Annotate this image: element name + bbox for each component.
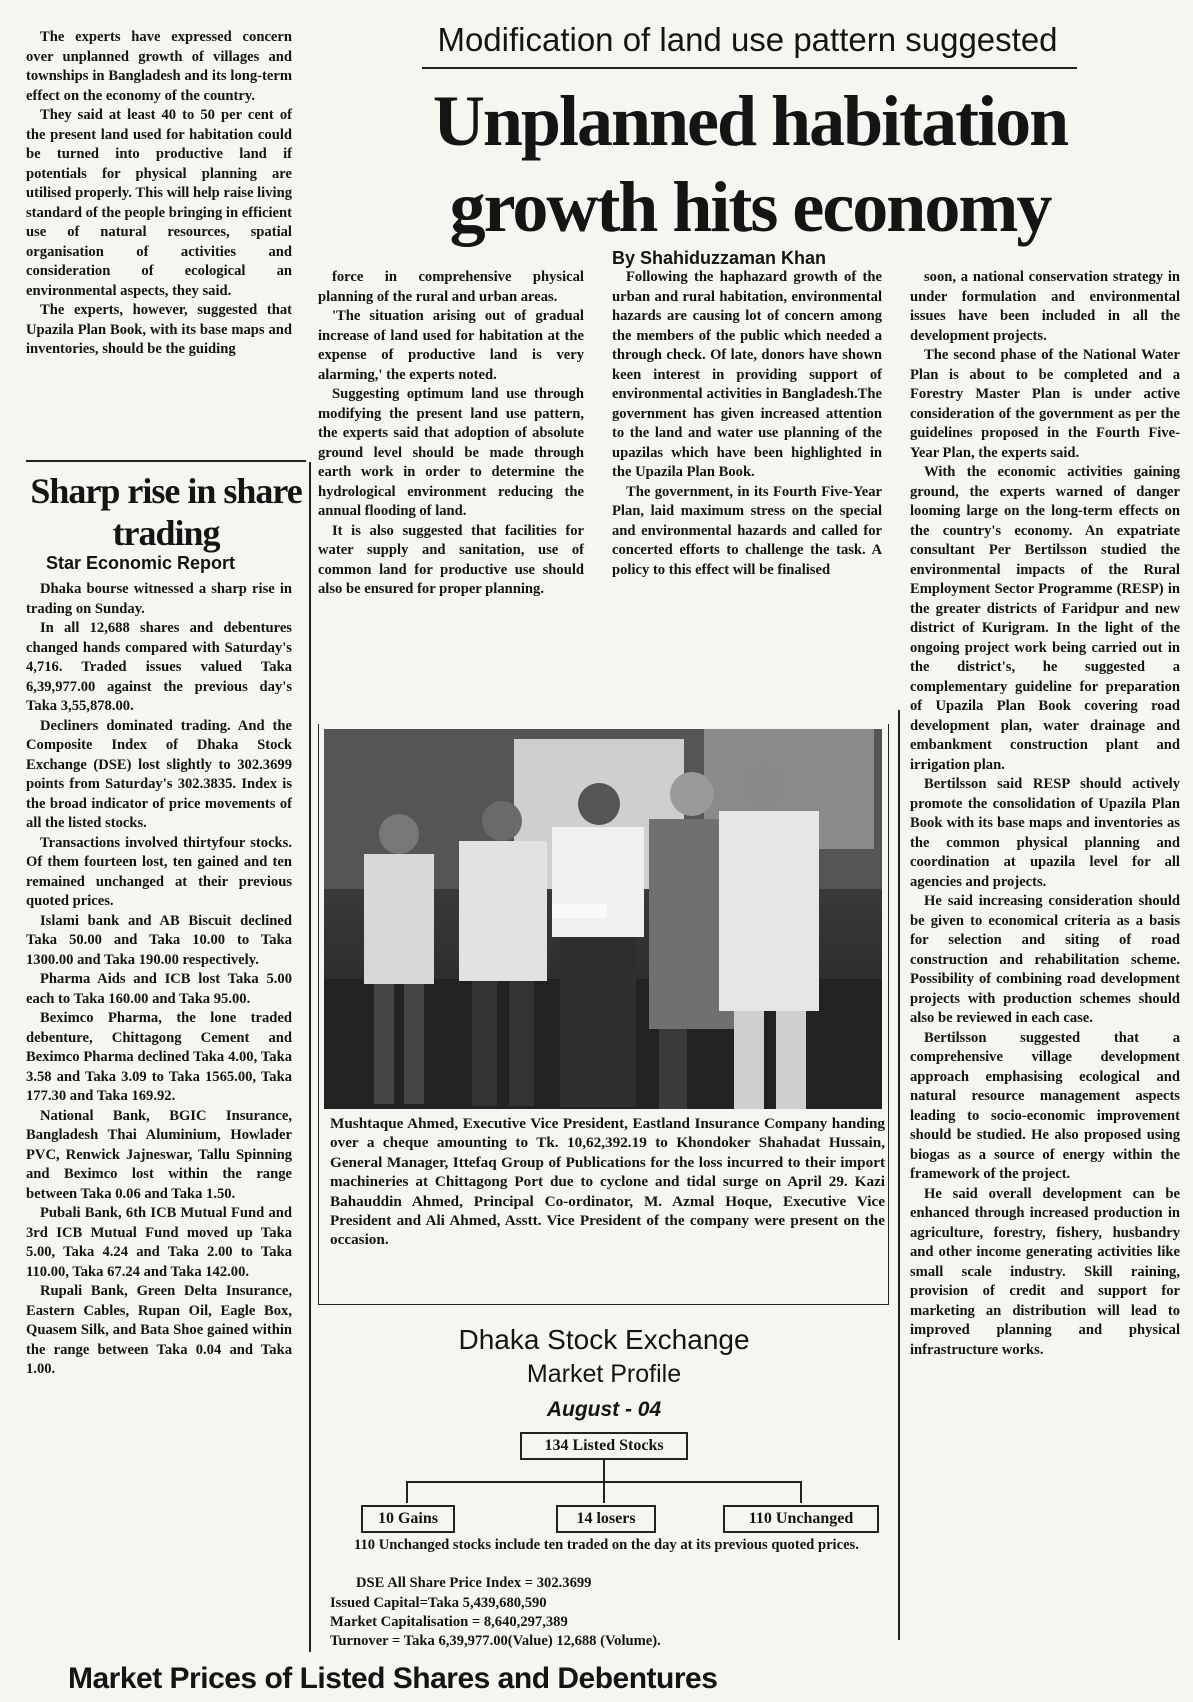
main-column-3 (612, 268, 882, 580)
intro-paragraph: The experts have expressed concern over unplanned growth of villages and townships in Bangladesh and its long-term effect on the economy of the country. (26, 29, 292, 104)
story-paragraph: He said overall development can be enhanced through increased production in agriculture, forestry, fishery, husbandry and other income generating activities like small scale industry. Skill raining, provision of credit and support for marketing an distribution will lead to improved planning and physical infrastructure works. (910, 1185, 1180, 1358)
story-paragraph: Suggesting optimum land use through modifying the present land use pattern, the experts said that adoption of absolute ground level should be made through earth work in order to determine the hydrological environment reducing the annual flooding of land. (318, 386, 584, 519)
main-column-2 (318, 268, 584, 600)
share-story-headline: Sharp rise in share trading (30, 471, 302, 553)
intro-paragraph: The experts, however, suggested that Upazila Plan Book, with its base maps and inventories, should be the guiding (26, 302, 292, 357)
tree-stem (603, 1460, 605, 1482)
story-paragraph: The government, in its Fourth Five-Year Plan, laid maximum stress on the special and environmental hazards and called for concerted efforts to challenge the task. A policy to this effect will be finalised (612, 483, 882, 578)
dse-title: Dhaka Stock Exchange (458, 1324, 750, 1355)
story-paragraph: Following the haphazard growth of the urban and rural habitation, environmental hazards are causing lot of concern among the members of the public which needed a through check. Of late, donors have shown keen interest in providing support of environmental activities in Bangladesh.The government has given increased attention to the land and water use planning of the upazilas which have been highlighted in the Upazila Plan Book. (612, 269, 882, 480)
share-paragraph: Islami bank and AB Biscuit declined Taka 50.00 and Taka 10.00 to Taka 1300.00 and Taka 190.00 respectively. (26, 912, 292, 968)
left-column-divider (309, 462, 311, 1652)
share-paragraph: In all 12,688 shares and debentures changed hands compared with Saturday's 4,716. Traded issues valued Taka 6,39,977.00 against the previous day's Taka 3,55,878.00. (26, 620, 292, 714)
gains-box: 10 Gains (361, 1505, 455, 1533)
dse-note: 110 Unchanged stocks include ten traded on the day at its previous quoted prices. (354, 1537, 859, 1553)
story-paragraph: He said increasing consideration should be given to economical criteria as a basis for selection and siting of road construction and rehabilitation scheme. Possibility of combining road development projects with production schemes should also be reviewed in each case. (910, 893, 1180, 1026)
main-headline: Unplanned habitation growth hits economy (432, 81, 1068, 247)
right-column-divider (898, 710, 900, 1640)
photo-frame-left (318, 724, 319, 1304)
story-paragraph: soon, a national conservation strategy in under formulation and environmental issues have been included in all the development projects. (910, 269, 1180, 344)
intro-bottom-rule (26, 460, 306, 462)
story-paragraph: With the economic activities gaining ground, the experts warned of danger looming large on the long-term effects on the country's economy. An expatriate consultant Per Bertilsson studied the environmental impacts of the Rural Employment Sector Programme (RESP) in the greater districts of Faridpur and new district of Kurigram. In the light of the ongoing project work being carried out in the district's, he suggested a complementary guideline for preparation of Upazila Plan Book covering road development plan, water drainage and embankment construction plant and irrigation plan. (910, 464, 1180, 773)
dse-market-cap-line: Market Capitalisation = 8,640,297,389 (330, 1614, 568, 1630)
dse-issued-line: Issued Capital=Taka 5,439,680,590 (330, 1595, 547, 1611)
market-prices-headline: Market Prices of Listed Shares and Debentures (68, 1662, 718, 1695)
photo-caption: Mushtaque Ahmed, Executive Vice President, Eastland Insurance Company handing over a cheque amounting to Tk. 10,62,392.19 to Khondoker Shahadat Hussain, General Manager, Ittefaq Group of Publications for the loss incurred to their import machineries at Chittagong Port due to cyclone and tidal surge on April 29. Kazi Bahauddin Ahmed, Principal Co-ordinator, M. Azmal Hoque, Executive Vice President and Ali Ahmed, Asstt. Vice President of the company were present on the occasion. (330, 1115, 885, 1249)
photo-frame-bottom (318, 1304, 889, 1305)
share-paragraph: Pharma Aids and ICB lost Taka 5.00 each to Taka 160.00 and Taka 95.00. (26, 971, 292, 1007)
story-paragraph: The second phase of the National Water Plan is about to be completed and a Forestry Master Plan is under active consideration of the government as per the guidelines proposed in the Fourth Five-Year Plan, the experts said. (910, 347, 1180, 461)
story-paragraph: 'The situation arising out of gradual increase of land used for habitation at the expense of productive land is very alarming,' the experts noted. (318, 308, 584, 383)
tree-branch-middle (603, 1481, 605, 1503)
story-paragraph: force in comprehensive physical planning of the rural and urban areas. (318, 269, 584, 305)
intro-paragraph: They said at least 40 to 50 per cent of the present land used for habitation could be turned into productive land if potentials for physical planning are utilised properly. This will help raise living standard of the people bringing in efficient use of natural resources, spatial organisation of activities and consideration of ecological an environmental aspects, they said. (26, 107, 292, 299)
unchanged-box: 110 Unchanged (723, 1505, 879, 1533)
story-paragraph: It is also suggested that facilities for water supply and sanitation, use of common land for productive use should also be ensured for proper planning. (318, 522, 584, 597)
story-paragraph: Bertilsson suggested that a comprehensive village development approach emphasising ecological and natural resource management aspects leading to socio-economic improvement should be studied. He also proposed using biogas as a source of energy within the framework of the project. (910, 1029, 1180, 1182)
dse-turnover-line: Turnover = Taka 6,39,977.00(Value) 12,688 (Volume). (330, 1633, 661, 1649)
intro-column (26, 28, 292, 360)
dse-subtitle: Market Profile (526, 1360, 682, 1388)
dse-date: August - 04 (546, 1398, 662, 1421)
listed-stocks-box: 134 Listed Stocks (520, 1432, 688, 1460)
losers-box: 14 losers (556, 1505, 656, 1533)
photo-frame-right (888, 724, 889, 1304)
main-column-4 (910, 268, 1180, 1360)
share-paragraph: National Bank, BGIC Insurance, Bangladesh Thai Aluminium, Howlader PVC, Renwick Jajneswar, Tallu Spinning and Beximco lost within the range between Taka 0.06 and Taka 1.50. (26, 1107, 292, 1202)
share-story-column (26, 580, 292, 1380)
news-photo (324, 729, 882, 1109)
story-byline: By Shahiduzzaman Khan (612, 248, 827, 268)
share-paragraph: Dhaka bourse witnessed a sharp rise in trading on Sunday. (26, 581, 292, 617)
photo-illustration (324, 729, 882, 1109)
share-paragraph: Pubali Bank, 6th ICB Mutual Fund and 3rd ICB Mutual Fund moved up Taka 5.00, Taka 4.24 and Taka 2.00 to Taka 110.00, Taka 67.24 and Taka 142.00. (26, 1205, 292, 1280)
share-paragraph: Decliners dominated trading. And the Composite Index of Dhaka Stock Exchange (DSE) lost slightly to 302.3699 points from Saturday's 302.3835. Index is the broad indicator of price movements of all the listed stocks. (26, 717, 292, 831)
tree-branch-right (800, 1481, 802, 1503)
share-paragraph: Transactions involved thirtyfour stocks. Of them fourteen lost, ten gained and ten remained unchanged at their previous quoted prices. (26, 834, 292, 909)
share-paragraph: Rupali Bank, Green Delta Insurance, Eastern Cables, Rupan Oil, Eagle Box, Quasem Silk, and Bata Shoe gained within the range between Taka 0.04 and Taka 1.00. (26, 1283, 292, 1377)
share-story-credit: Star Economic Report (46, 553, 236, 573)
kicker-underline (422, 67, 1077, 69)
share-paragraph: Beximco Pharma, the lone traded debenture, Chittagong Cement and Beximco Pharma declined Taka 4.00, Taka 3.58 and Taka 3.09 to Taka 1565.00, Taka 177.30 and Taka 169.92. (26, 1010, 292, 1104)
story-paragraph: Bertilsson said RESP should actively promote the consolidation of Upazila Plan Book with its base maps and inventories as the common physical planning and coordination at upazila level for all agencies and projects. (910, 776, 1180, 890)
dse-index-line: DSE All Share Price Index = 302.3699 (356, 1575, 592, 1591)
story-kicker: Modification of land use pattern suggested (437, 21, 1058, 58)
tree-branch-left (406, 1481, 408, 1503)
